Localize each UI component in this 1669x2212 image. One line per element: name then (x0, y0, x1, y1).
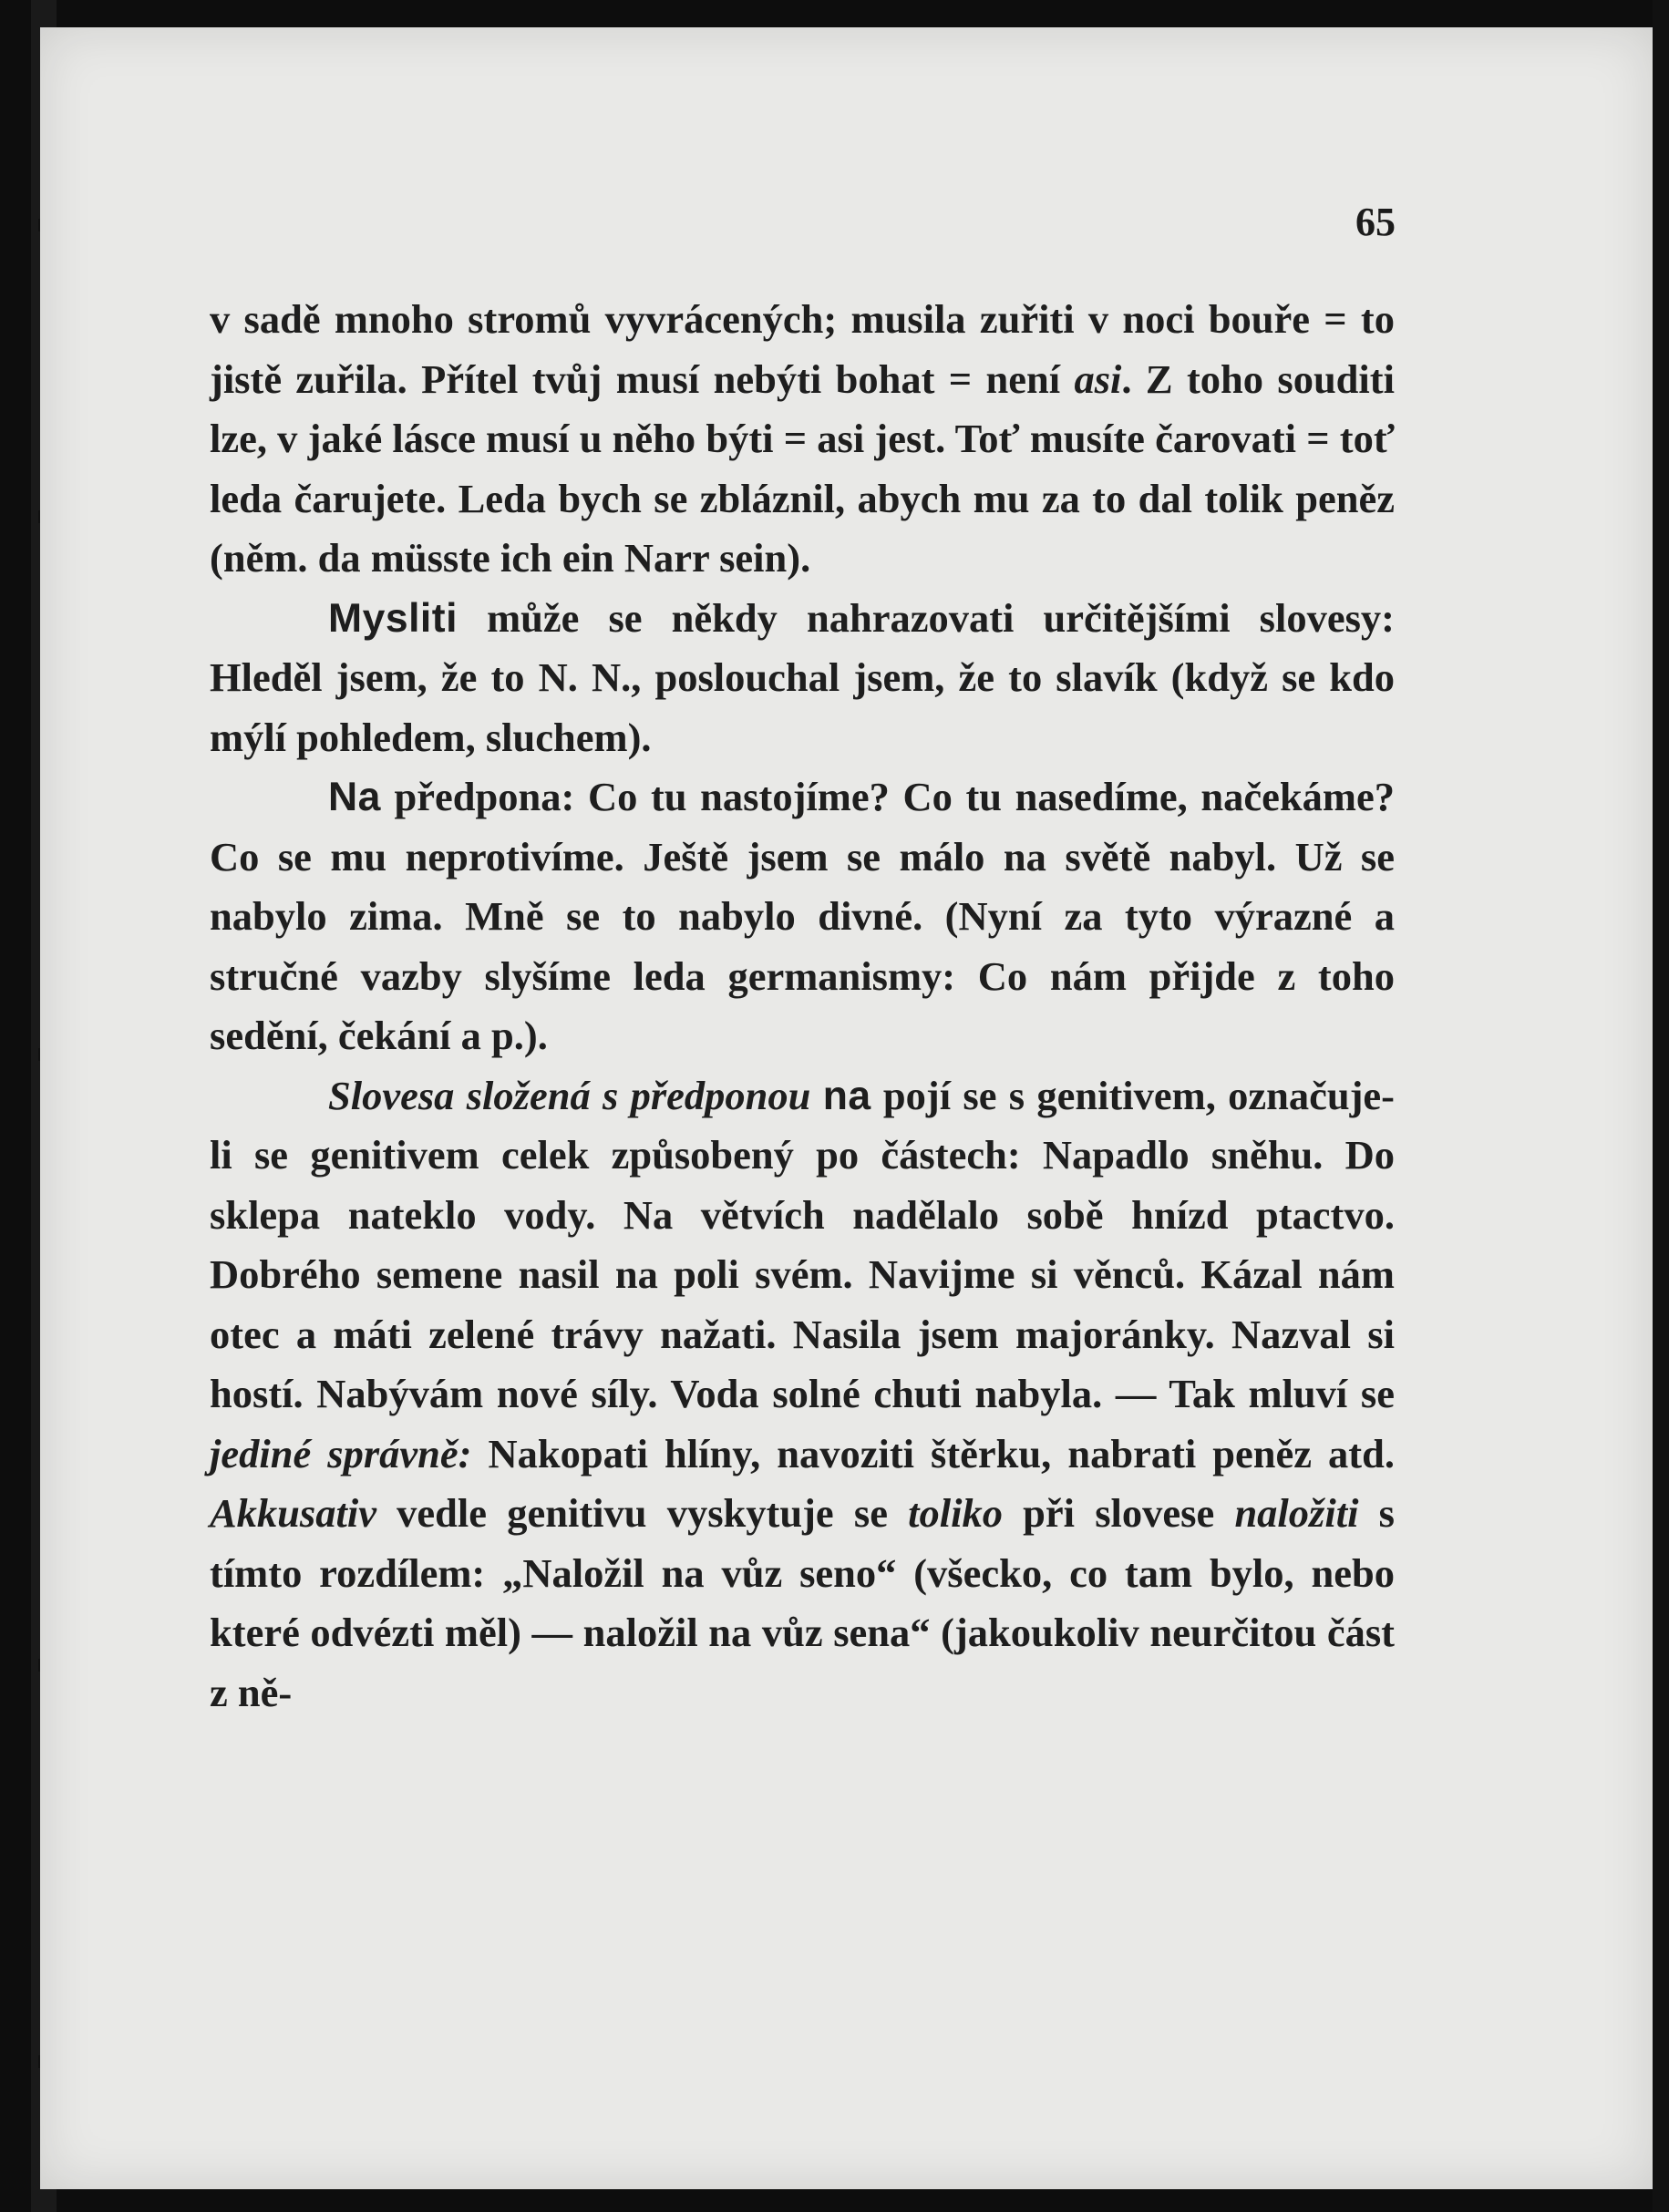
text-run: v sadě mnoho stromů vyvrácených; musila zuřiti v noci bouře = to jistě zuřila. Přítel tvůj musí nebýti bohat = není (210, 296, 1395, 402)
text-run: Nakopati hlíny, navoziti štěrku, nabrati peněz atd. (471, 1430, 1395, 1476)
italic-run: Akkusativ (210, 1490, 376, 1536)
lead-term: Na (328, 775, 381, 819)
paragraph-4 (210, 1066, 1395, 1723)
lead-term: Mysliti (328, 595, 458, 641)
italic-run: naložiti (1234, 1490, 1359, 1536)
paragraph-2 (210, 589, 1395, 768)
paragraph-3 (210, 767, 1395, 1066)
text-run: může se někdy nahrazovati určitějšími slovesy: Hleděl jsem, že to N. N., poslouchal jsem, že to slavík (když se kdo mýlí pohledem, sluchem). (210, 594, 1395, 760)
lead-term: na (822, 1073, 871, 1118)
text-run: vedle genitivu vyskytuje se (376, 1490, 909, 1536)
text-run: pojí se s genitivem, označuje-li se genitivem celek způsobený po částech: Napadlo sněhu. Do sklepa nateklo vody. Na větvích nadělalo sobě hnízd ptactvo. Dobrého semene nasil na poli svém. Navijme si věnců. Kázal nám otec a máti zelené trávy nažati. Nasila jsem majoránky. Nazval si hostí. Nabývám nové síly. Voda solné chuti nabyla. — Tak mluví se (210, 1072, 1395, 1416)
body-text (210, 290, 1395, 1723)
text-run (810, 1073, 822, 1118)
right-page-edge (1653, 0, 1669, 2212)
italic-run: Slovesa složená s předponou (328, 1072, 811, 1118)
text-run: . Z toho souditi lze, v jaké lásce musí u něho býti = asi jest. Toť musíte čarovati = toť leda čarujete. Leda bych se zbláznil, abych mu za to dal tolik peněz (něm. da müsste ich ein Narr sein). (210, 355, 1395, 581)
paragraph-1 (210, 290, 1395, 589)
text-run: s tímto rozdílem: „Naložil na vůz seno“ (všecko, co tam bylo, nebo které odvézti měl) — naložil na vůz sena“ (jakoukoliv neurčitou část z ně- (210, 1490, 1395, 1715)
italic-run: asi (1074, 355, 1122, 402)
text-run: při slovese (1002, 1490, 1235, 1536)
italic-run: jediné správně: (210, 1430, 472, 1476)
text-run: předpona: Co tu nastojíme? Co tu nasedíme, načekáme? Co se mu neprotivíme. Ještě jsem se málo na světě nabyl. Už se nabylo zima. Mně se to nabylo divné. (Nyní za tyto výrazné a stručné vazby slyšíme leda germanismy: Co nám přijde z toho sedění, čekání a p.). (210, 774, 1395, 1058)
page-number: 65 (1355, 200, 1396, 244)
italic-run: toliko (908, 1490, 1003, 1536)
